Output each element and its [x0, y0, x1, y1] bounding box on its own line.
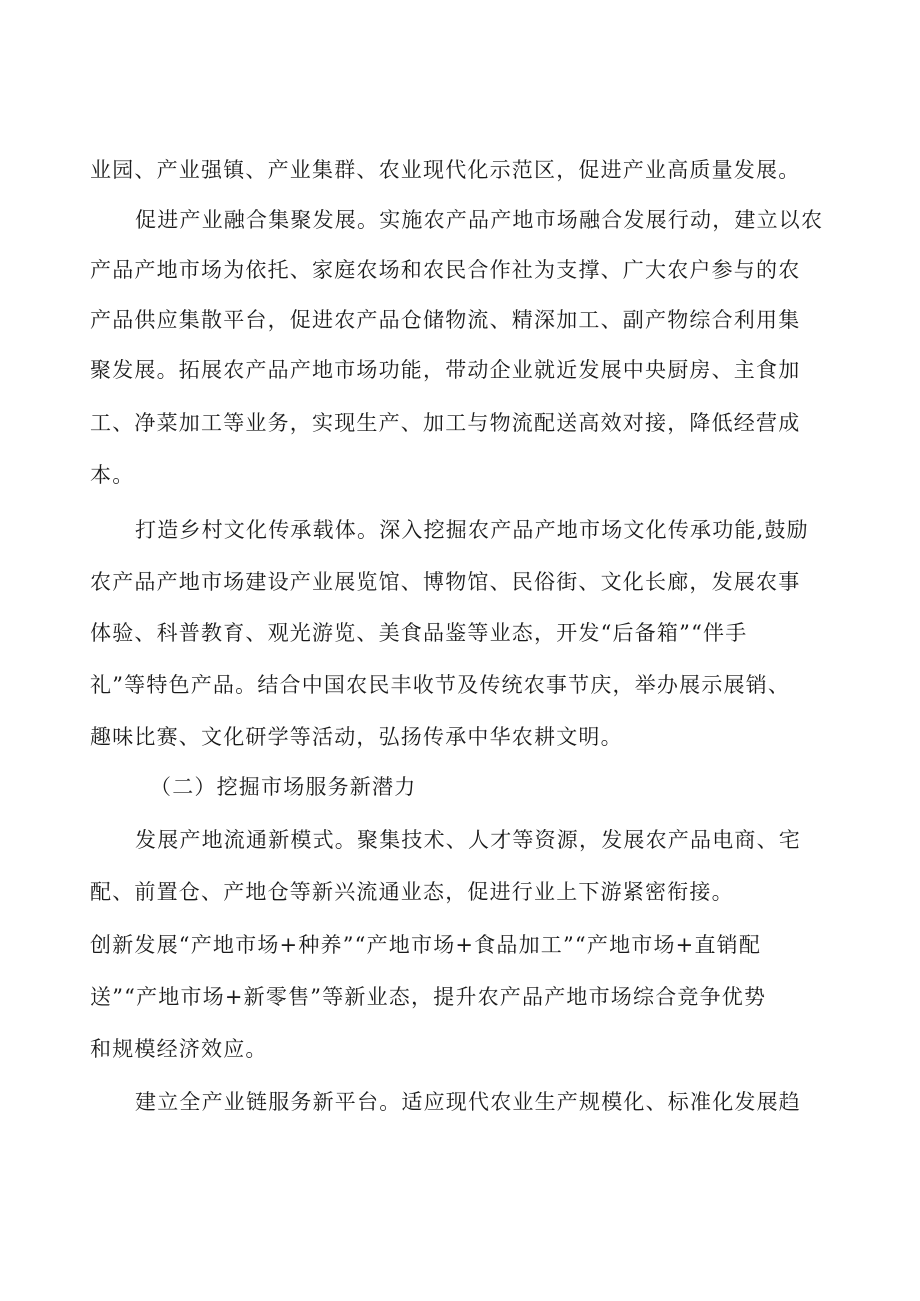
text-line: 趣味比赛、文化研学等活动，弘扬传承中华农耕文明。: [90, 725, 623, 749]
text-line: 送”“产地市场+新零售”等新业态，提升农产品产地市场综合竞争优势: [90, 985, 767, 1009]
paragraph-first-line: 促进产业融合集聚发展。实施农产品产地市场融合发展行动，建立以农: [135, 208, 824, 232]
paragraph-first-line: 发展产地流通新模式。聚集技术、人才等资源，发展农产品电商、宅: [135, 828, 801, 852]
text-line: 体验、科普教育、观光游览、美食品鉴等业态，开发“后备箱”“伴手: [90, 621, 748, 645]
text-line: 本。: [90, 463, 135, 487]
text-line: 配、前置仓、产地仓等新兴流通业态，促进行业上下游紧密衔接。: [90, 880, 734, 904]
paragraph-first-line: 打造乡村文化传承载体。深入挖掘农产品产地市场文化传承功能,鼓励: [135, 518, 809, 542]
text-line: 和规模经济效应。: [90, 1037, 268, 1061]
section-heading: （二）挖掘市场服务新潜力: [150, 775, 417, 799]
text-line: 礼”等特色产品。结合中国农民丰收节及传统农事节庆，举办展示展销、: [90, 673, 791, 697]
paragraph-first-line: 建立全产业链服务新平台。适应现代农业生产规模化、标准化发展趋: [135, 1090, 801, 1114]
text-line: 产品产地市场为依托、家庭农场和农民合作社为支撑、广大农户参与的农: [90, 258, 801, 282]
text-line: 创新发展“产地市场+种养”“产地市场+食品加工”“产地市场+直销配: [90, 933, 762, 957]
text-line: 业园、产业强镇、产业集群、农业现代化示范区，促进产业高质量发展。: [90, 158, 801, 182]
text-line: 产品供应集散平台，促进农产品仓储物流、精深加工、副产物综合利用集: [90, 308, 801, 332]
text-line: 工、净菜加工等业务，实现生产、加工与物流配送高效对接，降低经营成: [90, 411, 801, 435]
text-line: 聚发展。拓展农产品产地市场功能，带动企业就近发展中央厨房、主食加: [90, 358, 801, 382]
text-line: 农产品产地市场建设产业展览馆、博物馆、民俗街、文化长廊，发展农事: [90, 570, 801, 594]
